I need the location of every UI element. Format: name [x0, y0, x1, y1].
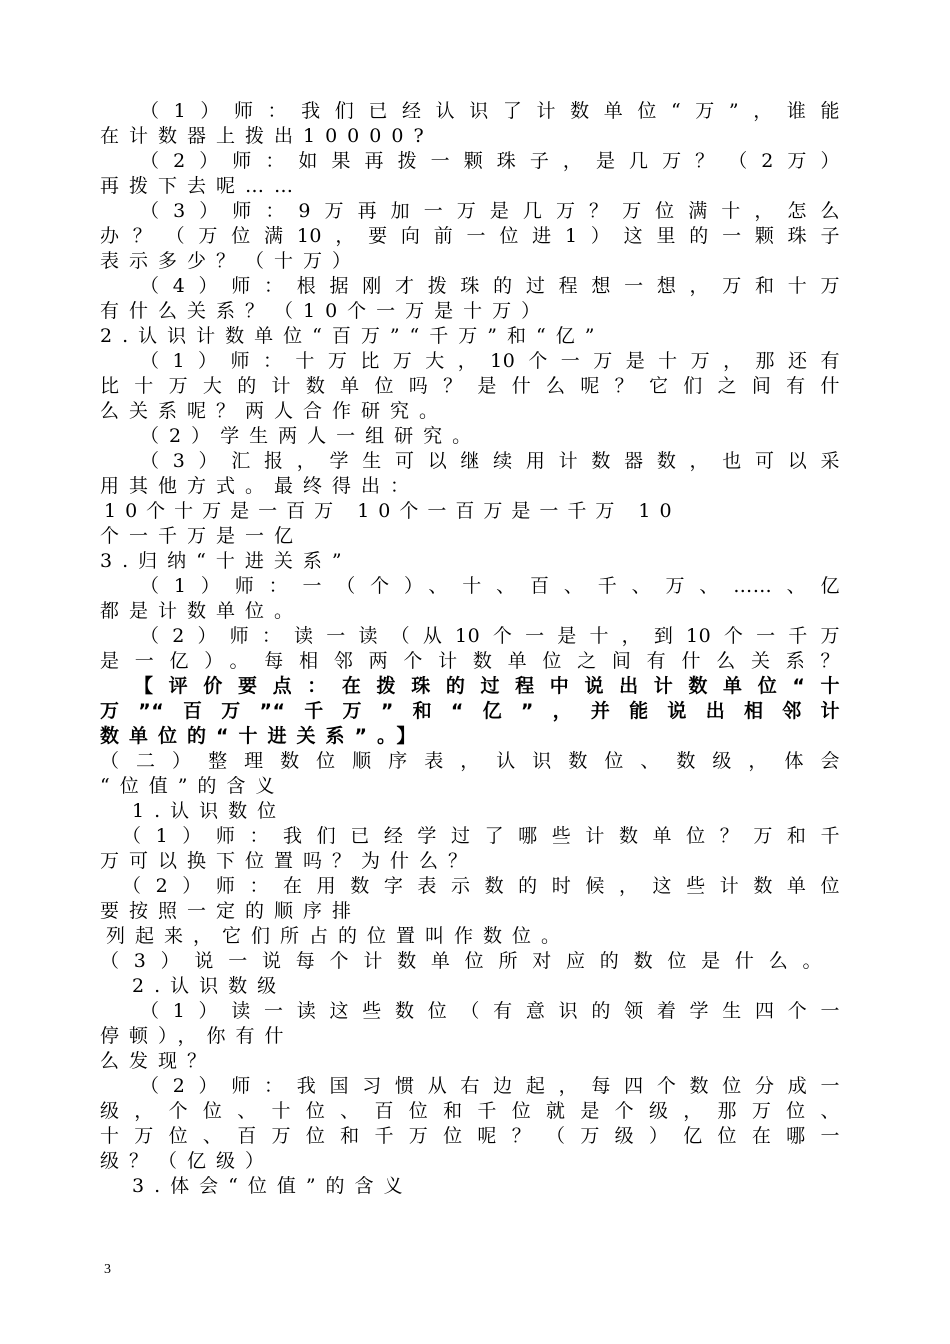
text-line: 都是计数单位。	[100, 600, 304, 622]
text-line: （3）师：9万再加一万是几万？万位满十，怎么	[140, 200, 840, 222]
page-number: 3	[104, 1262, 111, 1277]
section-heading: “位值”的含义	[100, 775, 285, 797]
text-line: （3）说一说每个计数单位所对应的数位是什么。	[100, 950, 822, 972]
text-line: （4）师：根据刚才拨珠的过程想一想，万和十万	[140, 275, 840, 297]
text-line: 停顿），你有什	[100, 1025, 294, 1047]
text-line: （1）师：我们已经学过了哪些计数单位？万和千	[122, 825, 840, 847]
text-line: 么关系呢？两人合作研究。	[100, 400, 449, 422]
text-line: 要按照一定的顺序排	[100, 900, 362, 922]
evaluation-note: 数单位的“十进关系”。】	[100, 725, 426, 747]
text-line: 比十万大的计数单位吗？是什么呢？它们之间有什	[100, 375, 840, 397]
text-line: 列起来，它们所占的位置叫作数位。	[106, 925, 571, 947]
text-line: 级，个位、十位、百位和千位就是个级，那万位、	[100, 1100, 840, 1122]
text-line: 办？（万位满10，要向前一位进1）这里的一颗珠子	[100, 225, 840, 247]
text-line: （2）师：我国习惯从右边起，每四个数位分成一	[140, 1075, 840, 1097]
text-line: （3）汇报，学生可以继续用计数器数，也可以采	[140, 450, 840, 472]
subsection-heading: 2.认识数级	[132, 975, 287, 997]
text-line: （1）师：我们已经认识了计数单位“万”，谁能	[140, 100, 840, 122]
text-line: 么发现？	[100, 1050, 217, 1072]
text-line: 有什么关系？（10个一万是十万）	[100, 300, 551, 322]
text-line: 10个十万是一百万 10个一百万是一千万 10	[104, 500, 681, 522]
text-line: （1）读一读这些数位（有意识的领着学生四个一	[140, 1000, 840, 1022]
text-line: （2）师：在用数字表示数的时候，这些计数单位	[122, 875, 840, 897]
text-line: （2）师：读一读（从10个一是十，到10个一千万	[140, 625, 840, 647]
text-line: 级？（亿级）	[100, 1150, 275, 1172]
section-heading: （二）整理数位顺序表，认识数位、数级，体会	[100, 750, 840, 772]
text-line: 是一亿）。每相邻两个计数单位之间有什么关系？	[100, 650, 840, 672]
subsection-heading: 1.认识数位	[132, 800, 287, 822]
text-line: （2）学生两人一组研究。	[140, 425, 482, 447]
text-line: 十万位、百万位和千万位呢？（万级）亿位在哪一	[100, 1125, 840, 1147]
subsection-heading: 3.体会“位值”的含义	[132, 1175, 413, 1197]
section-heading: 3.归纳“十进关系”	[100, 550, 352, 572]
text-line: 在计数器上拨出10000?	[100, 125, 434, 147]
text-line: 个一千万是一亿	[100, 525, 304, 547]
text-line: 表示多少？（十万）	[100, 250, 362, 272]
text-line: 再拨下去呢……	[100, 175, 304, 197]
section-heading: 2.认识计数单位“百万”“千万”和“亿”	[100, 325, 605, 347]
text-line: 用其他方式。最终得出：	[100, 475, 420, 497]
text-line: （1）师：十万比万大，10个一万是十万，那还有	[140, 350, 840, 372]
text-line: （1）师：一（个）、十、百、千、万、……、亿	[140, 575, 840, 597]
text-line: 万可以换下位置吗？为什么？	[100, 850, 478, 872]
text-line: （2）师：如果再拨一颗珠子，是几万？（2万）	[140, 150, 840, 172]
evaluation-note: 万”“百万”“千万”和“亿”，并能说出相邻计	[100, 700, 840, 722]
evaluation-note: 【评价要点：在拨珠的过程中说出计数单位“十	[134, 675, 840, 697]
